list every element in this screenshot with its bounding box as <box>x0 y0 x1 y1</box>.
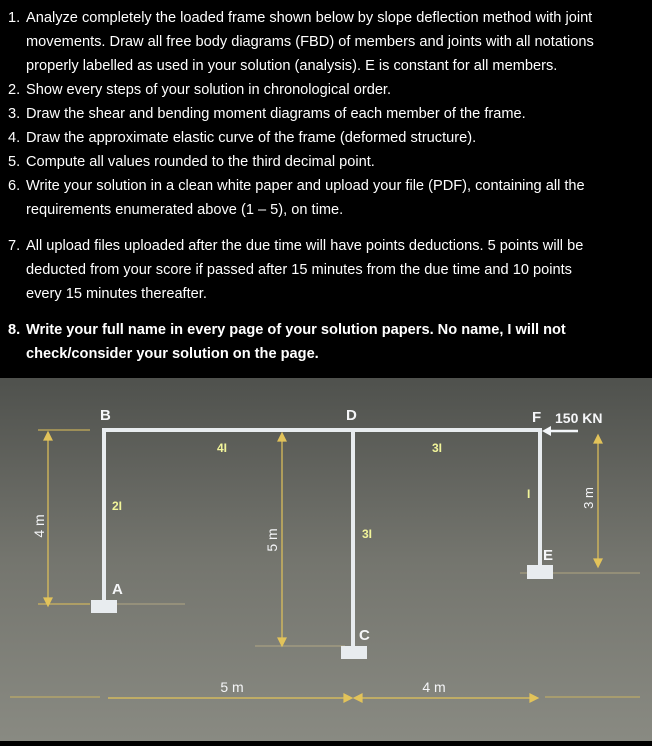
fixed-support-e <box>527 565 553 579</box>
dim-label-5m: 5 m <box>264 528 280 552</box>
instruction-line: Write your solution in a clean white paper and upload your file (PDF), containing all the <box>26 178 585 194</box>
instruction-6 <box>8 174 644 222</box>
frame-figure <box>0 378 652 741</box>
load-label: 150 KN <box>555 410 603 426</box>
instruction-number: 2. <box>8 82 21 98</box>
joint-label-e: E <box>543 547 554 564</box>
instruction-line: All upload files uploaded after the due time will have points deductions. 5 points will be <box>26 238 584 254</box>
instruction-line: Draw the shear and bending moment diagrams of each member of the frame. <box>26 106 526 122</box>
instruction-3 <box>8 102 644 126</box>
dim-label-4m: 4 m <box>31 514 47 538</box>
instruction-7 <box>8 234 644 306</box>
instruction-1 <box>8 6 644 78</box>
joint-label-f: F <box>532 409 542 426</box>
member-label-ab: 2I <box>112 499 123 513</box>
instruction-number: 6. <box>8 178 21 194</box>
joint-label-b: B <box>100 407 111 424</box>
joint-label-d: D <box>346 407 357 424</box>
instruction-number: 4. <box>8 130 21 146</box>
instruction-number: 5. <box>8 154 21 170</box>
instruction-line: check/consider your solution on the page. <box>26 346 319 362</box>
instruction-line: Show every steps of your solution in chronological order. <box>26 82 392 98</box>
instruction-line: Draw the approximate elastic curve of the frame (deformed structure). <box>26 130 477 146</box>
fixed-support-c <box>341 646 367 659</box>
fixed-support-a <box>91 600 117 613</box>
frame-diagram <box>0 378 652 741</box>
instruction-4 <box>8 126 644 150</box>
dim-label-span-left: 5 m <box>220 679 244 695</box>
member-label-df: 3I <box>432 441 443 455</box>
instruction-number: 7. <box>8 238 21 254</box>
instruction-5 <box>8 150 644 174</box>
joint-label-a: A <box>112 581 123 598</box>
instruction-number: 1. <box>8 10 21 26</box>
member-label-dc: 3I <box>362 527 373 541</box>
instruction-line: every 15 minutes thereafter. <box>26 286 207 302</box>
instruction-line: deducted from your score if passed after 15 minutes from the due time and 10 points <box>26 262 572 278</box>
member-label-bd: 4I <box>217 441 228 455</box>
joint-label-c: C <box>359 627 370 644</box>
instruction-8 <box>8 318 644 366</box>
instruction-number: 8. <box>8 322 21 338</box>
instruction-line: properly labelled as used in your solution (analysis). E is constant for all members. <box>26 58 558 74</box>
instruction-2 <box>8 78 644 102</box>
dim-label-span-right: 4 m <box>422 679 446 695</box>
instruction-number: 3. <box>8 106 21 122</box>
instruction-line: Compute all values rounded to the third decimal point. <box>26 154 375 170</box>
figure-background <box>0 378 652 741</box>
instruction-line: movements. Draw all free body diagrams (FBD) of members and joints with all notations <box>26 34 594 50</box>
member-label-fe: I <box>527 487 531 501</box>
dim-label-3m: 3 m <box>581 487 596 509</box>
instruction-line: Analyze completely the loaded frame shown below by slope deflection method with joint <box>26 10 593 26</box>
instruction-line: requirements enumerated above (1 – 5), on time. <box>26 202 344 218</box>
instruction-line: Write your full name in every page of your solution papers. No name, I will not <box>26 322 566 338</box>
